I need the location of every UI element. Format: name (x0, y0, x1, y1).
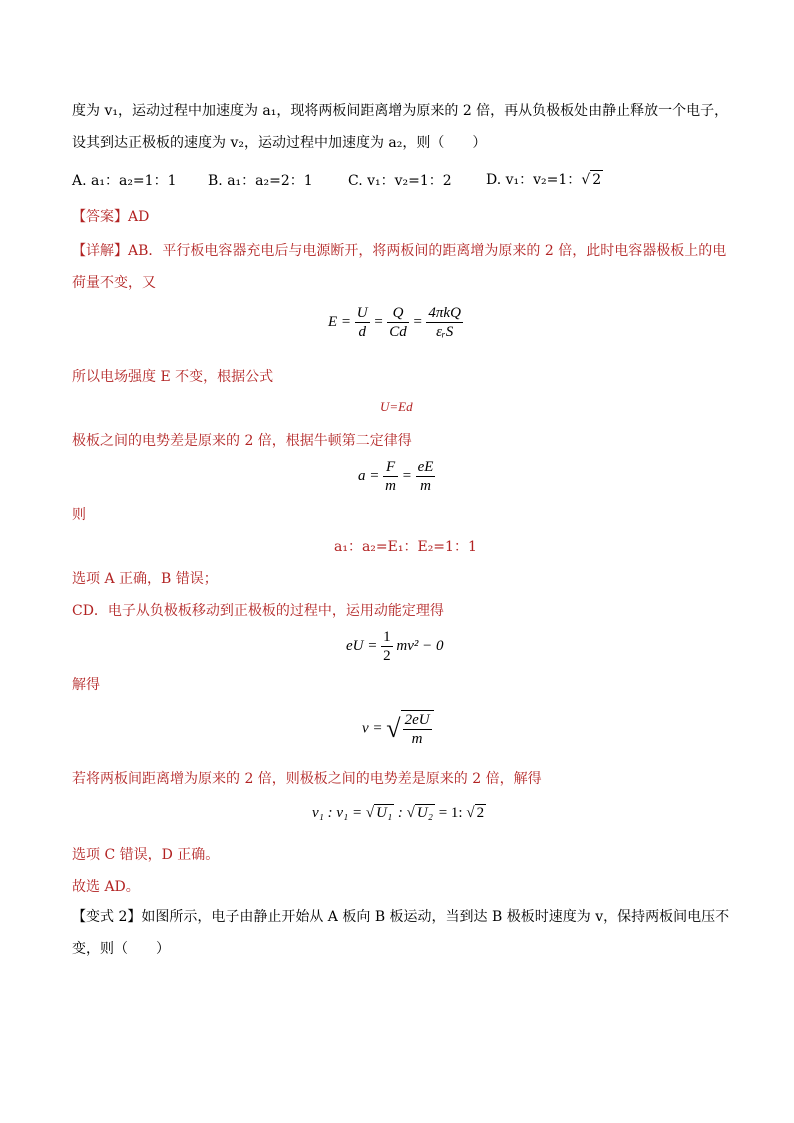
sqrt-sign: √ (406, 805, 415, 821)
detail-label: 【详解】 (72, 243, 128, 259)
detail-line-5: 则 (72, 507, 86, 523)
eq1-equals-2: = (412, 313, 423, 330)
equation-kinetic-energy (346, 628, 443, 665)
option-d-prefix: D. v₁：v₂=1： (486, 172, 582, 188)
eq1-lhs: E = (328, 313, 352, 330)
question-line-2: 设其到达正极板的速度为 v₂，运动过程中加速度为 a₂，则（ ） (72, 135, 487, 151)
eq1-frac-3: $\frac{\text{4πkQ}}{\text{εᵣS}}$ (428, 305, 461, 340)
sqrt-sign: √ (365, 805, 375, 821)
detail-line-2: 荷量不变，又 (72, 275, 156, 291)
eq3-lhs: a = (358, 467, 380, 484)
detail-line-9: 若将两板间距离增为原来的 2 倍，则极板之间的电势差是原来的 2 倍，解得 (72, 771, 542, 787)
answer-line (72, 208, 149, 226)
sqrt-sign: √ (466, 805, 475, 821)
equation-electric-field (328, 304, 463, 341)
detail-line-7: CD．电子从负极板移动到正极板的过程中，运用动能定理得 (72, 603, 444, 619)
detail-line-6: 选项 A 正确，B 错误； (72, 571, 218, 587)
eq1-frac-2: $\frac{Q}{Cd}$ (389, 305, 407, 340)
detail-line-8: 解得 (72, 677, 100, 693)
eq5-lhs: eU = (346, 637, 378, 654)
eq7-colon: : (397, 805, 403, 821)
eq3-frac-1: $\frac{F}{m}$ (385, 459, 396, 494)
eq7-lhs: v₁ : v₁ = (312, 805, 363, 821)
eq7-root-2: U₂ (416, 805, 433, 821)
detail-line-4: 极板之间的电势差是原来的 2 倍，根据牛顿第二定律得 (72, 433, 412, 449)
eq7-root-3: 2 (476, 805, 485, 821)
eq5-frac: $\frac{1}{2}$ (383, 629, 391, 664)
option-c: C. v₁：v₂=1：2 (348, 173, 452, 189)
eq6-lhs: v = (362, 720, 383, 737)
detail-line-11: 故选 AD。 (72, 879, 140, 895)
sqrt-sign: √ (386, 714, 401, 743)
variant-line-2: 变，则（ ） (72, 941, 170, 957)
eq6-root-frac: $\frac{2eU}{m}$ (401, 710, 434, 748)
eq3-equals: = (401, 467, 412, 484)
equation-u-ed: U=Ed (380, 399, 413, 414)
eq5-rhs: mv² − 0 (396, 637, 444, 654)
equation-velocity (362, 710, 434, 748)
eq1-equals: = (373, 313, 384, 330)
detail-line-3: 所以电场强度 E 不变，根据公式 (72, 369, 274, 385)
question-line-1: 度为 v₁，运动过程中加速度为 a₁，现将两板间距离增为原来的 2 倍，再从负极板处由静止释放一个电子， (72, 103, 729, 119)
variant-line-1 (72, 908, 729, 926)
option-d (486, 170, 603, 189)
variant-label: 【变式 2】 (72, 909, 142, 925)
sqrt-sign: √ (581, 172, 591, 188)
eq7-root-1: U₁ (376, 805, 393, 821)
equation-ratio-a: a₁：a₂=E₁：E₂=1：1 (334, 539, 477, 555)
detail-text-1: AB．平行板电容器充电后与电源断开，将两板间的距离增为原来的 2 倍，此时电容器极板上的电 (128, 243, 727, 259)
detail-line-1 (72, 242, 726, 260)
variant-text-1: 如图所示，电子由静止开始从 A 板向 B 板运动，当到达 B 极板时速度为 v，保持两板间电压不 (141, 909, 730, 925)
answer-label: 【答案】 (72, 209, 128, 225)
option-a: A. a₁：a₂=1：1 (72, 173, 177, 189)
equation-velocity-ratio (312, 804, 486, 822)
equation-newton (358, 458, 435, 495)
detail-line-10: 选项 C 错误，D 正确。 (72, 847, 220, 863)
answer-value: AD (128, 209, 150, 225)
option-b: B. a₁：a₂=2：1 (208, 173, 313, 189)
eq1-frac-1: $\frac{U}{d}$ (356, 305, 368, 340)
eq7-rhs: = 1: (438, 805, 463, 821)
eq3-frac-2: $\frac{eE}{m}$ (417, 459, 434, 494)
option-d-root: 2 (592, 172, 602, 188)
